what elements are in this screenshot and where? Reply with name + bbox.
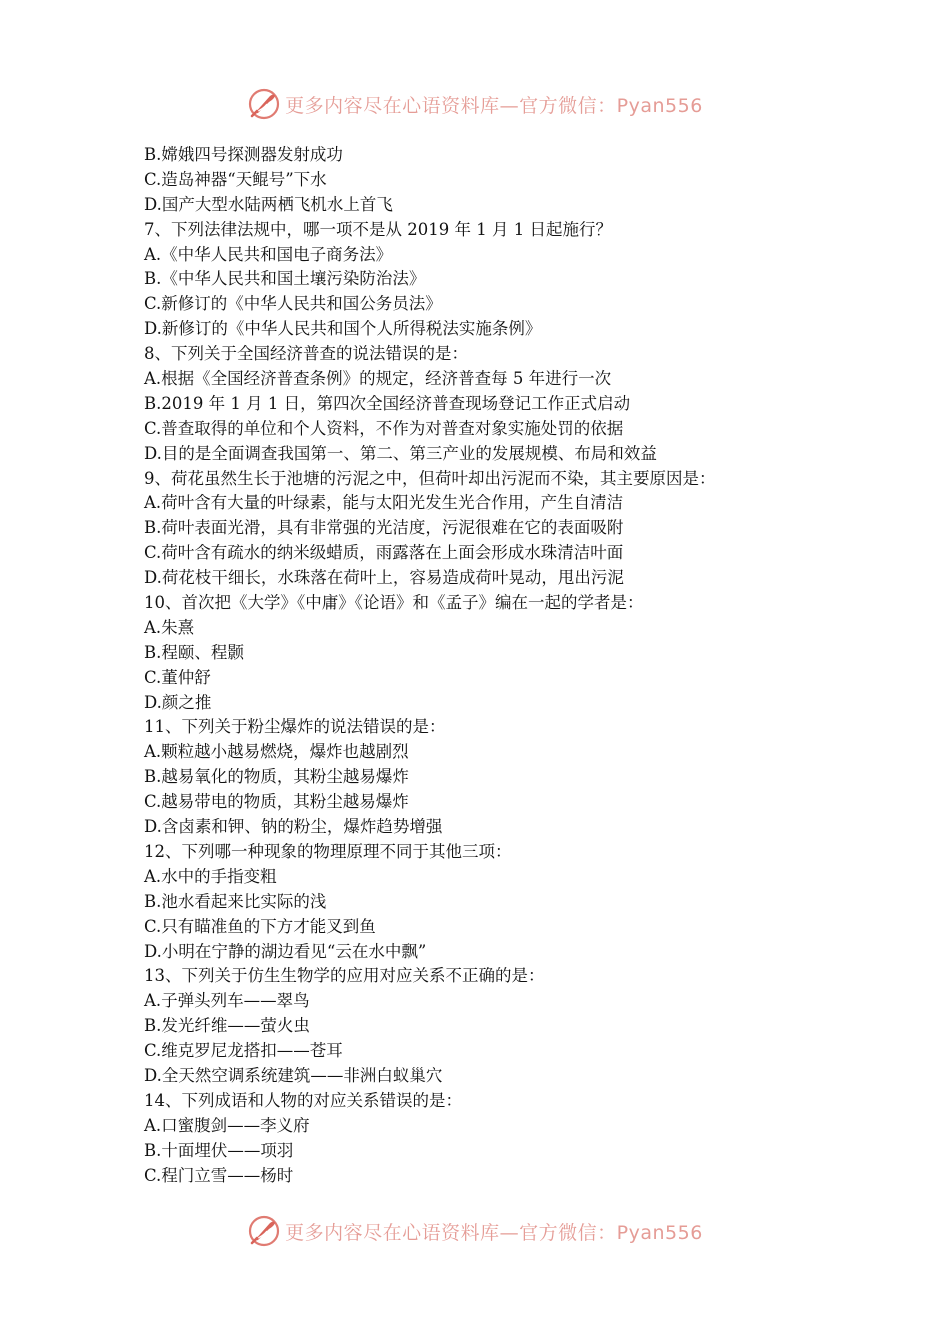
text-line: C.越易带电的物质，其粉尘越易爆炸 <box>144 792 409 812</box>
text-line: B.荷叶表面光滑，具有非常强的光洁度，污泥很难在它的表面吸附 <box>144 518 624 538</box>
question-line: 7、下列法律法规中，哪一项不是从 2019 年 1 月 1 日起施行？ <box>144 219 612 239</box>
text-line: A.根据《全国经济普查条例》的规定，经济普查每 5 年进行一次 <box>144 369 612 389</box>
text-line: B.发光纤维——萤火虫 <box>144 1016 310 1036</box>
text-line: D.颜之推 <box>144 692 212 712</box>
wechat-id: Pyan556 <box>616 94 703 117</box>
banner-text: 更多内容尽在心语资料库—官方微信：Pyan556 <box>285 1221 703 1244</box>
text-line: C.新修订的《中华人民共和国公务员法》 <box>144 294 442 314</box>
text-line: A.水中的手指变粗 <box>144 866 277 886</box>
question-line: 11、下列关于粉尘爆炸的说法错误的是： <box>144 717 446 737</box>
text-line: A.颗粒越小越易燃烧，爆炸也越剧烈 <box>144 742 409 762</box>
text-line: D.荷花枝干细长，水珠落在荷叶上，容易造成荷叶晃动，甩出污泥 <box>144 568 624 588</box>
text-line: B.池水看起来比实际的浅 <box>144 891 327 911</box>
text-line: B.嫦娥四号探测器发射成功 <box>144 145 343 164</box>
text-line: C.只有瞄准鱼的下方才能叉到鱼 <box>144 916 376 936</box>
text-line: A.子弹头列车——翠鸟 <box>144 991 310 1011</box>
text-line: D.目的是全面调查我国第一、第二、第三产业的发展规模、布局和效益 <box>144 443 657 463</box>
question-line: 9、荷花虽然生长于池塘的污泥之中，但荷叶却出污泥而不染，其主要原因是： <box>144 468 716 488</box>
banner-text: 更多内容尽在心语资料库—官方微信：Pyan556 <box>285 94 703 117</box>
text-line: D.全天然空调系统建筑——非洲白蚁巢穴 <box>144 1065 443 1085</box>
text-line: D.含卤素和钾、钠的粉尘，爆炸趋势增强 <box>144 817 443 837</box>
text-line: D.小明在宁静的湖边看见“云在水中飘” <box>144 941 427 961</box>
text-line: D.国产大型水陆两栖飞机水上首飞 <box>144 194 393 214</box>
question-line: 12、下列哪一种现象的物理原理不同于其他三项： <box>144 841 512 861</box>
text-line: C.董仲舒 <box>144 667 211 687</box>
text-line: D.新修订的《中华人民共和国个人所得税法实施条例》 <box>144 319 542 339</box>
text-line: B.程颐、程颢 <box>144 642 244 662</box>
text-line: C.荷叶含有疏水的纳米级蜡质，雨露落在上面会形成水珠清洁叶面 <box>144 543 624 563</box>
text-line: C.维克罗尼龙搭扣——苍耳 <box>144 1041 343 1061</box>
text-line: A.荷叶含有大量的叶绿素，能与太阳光发生光合作用，产生自清洁 <box>144 493 624 513</box>
text-line: B.越易氧化的物质，其粉尘越易爆炸 <box>144 767 409 787</box>
wechat-id: Pyan556 <box>616 1221 703 1244</box>
question-line: 10、首次把《大学》《中庸》《论语》和《孟子》编在一起的学者是： <box>144 593 644 613</box>
text-line: C.造岛神器“天鲲号”下水 <box>144 169 327 189</box>
question-line: 14、下列成语和人物的对应关系错误的是： <box>144 1090 462 1110</box>
question-line: 13、下列关于仿生生物学的应用对应关系不正确的是： <box>144 966 545 986</box>
header-banner <box>0 84 950 124</box>
text-line: A.朱熹 <box>144 617 195 637</box>
quill-pen-logo-icon <box>247 87 281 121</box>
text-line: B.《中华人民共和国土壤污染防治法》 <box>144 269 426 289</box>
text-line: C.程门立雪——杨时 <box>144 1165 294 1185</box>
text-line: C.普查取得的单位和个人资料，不作为对普查对象实施处罚的依据 <box>144 418 624 438</box>
footer-banner <box>0 1211 950 1251</box>
question-line: 8、下列关于全国经济普查的说法错误的是： <box>144 344 468 364</box>
text-line: B.十面埋伏——项羽 <box>144 1140 294 1160</box>
text-line: B.2019 年 1 月 1 日，第四次全国经济普查现场登记工作正式启动 <box>144 393 631 413</box>
document-body <box>144 143 844 1188</box>
text-line: A.口蜜腹剑——李义府 <box>144 1115 310 1135</box>
quill-pen-logo-icon <box>247 1214 281 1248</box>
text-line: A.《中华人民共和国电子商务法》 <box>144 244 393 264</box>
